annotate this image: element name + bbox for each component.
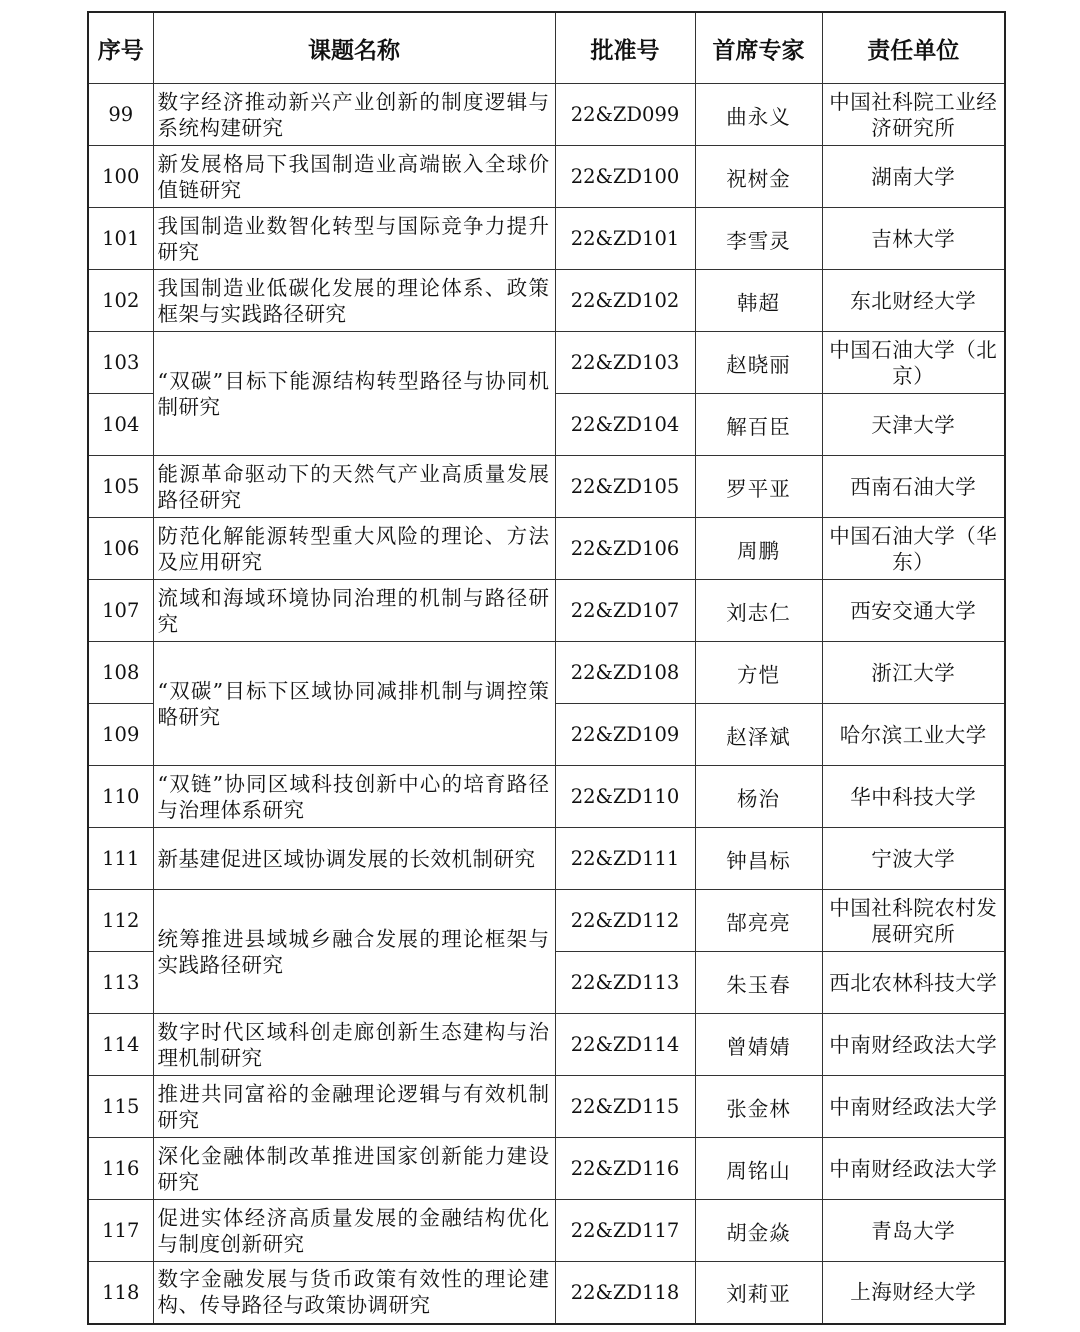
chief-expert: 方恺 xyxy=(695,642,822,704)
table-row xyxy=(88,766,1005,828)
topic-title: 我国制造业数智化转型与国际竞争力提升研究 xyxy=(153,208,555,270)
header-row xyxy=(88,12,1005,84)
topic-title: “双链”协同区域科技创新中心的培育路径与治理体系研究 xyxy=(153,766,555,828)
responsible-unit: 哈尔滨工业大学 xyxy=(822,704,1005,766)
topic-title: 推进共同富裕的金融理论逻辑与有效机制研究 xyxy=(153,1076,555,1138)
row-number: 111 xyxy=(88,828,153,890)
approval-code: 22&ZD101 xyxy=(555,208,695,270)
approval-code: 22&ZD114 xyxy=(555,1014,695,1076)
table-row xyxy=(88,890,1005,952)
chief-expert: 周鹏 xyxy=(695,518,822,580)
topic-title: 防范化解能源转型重大风险的理论、方法及应用研究 xyxy=(153,518,555,580)
table-row xyxy=(88,456,1005,518)
header-cell-unit: 责任单位 xyxy=(822,12,1005,84)
approval-code: 22&ZD111 xyxy=(555,828,695,890)
table-row xyxy=(88,1076,1005,1138)
chief-expert: 李雪灵 xyxy=(695,208,822,270)
table-body xyxy=(88,84,1005,1324)
row-number: 106 xyxy=(88,518,153,580)
topic-title: 数字时代区域科创走廊创新生态建构与治理机制研究 xyxy=(153,1014,555,1076)
header-cell-code: 批准号 xyxy=(555,12,695,84)
responsible-unit: 东北财经大学 xyxy=(822,270,1005,332)
responsible-unit: 华中科技大学 xyxy=(822,766,1005,828)
table-row xyxy=(88,518,1005,580)
table-row xyxy=(88,84,1005,146)
approval-code: 22&ZD118 xyxy=(555,1262,695,1324)
header-cell-topic: 课题名称 xyxy=(153,12,555,84)
responsible-unit: 中国石油大学（北京） xyxy=(822,332,1005,394)
chief-expert: 周铭山 xyxy=(695,1138,822,1200)
topic-title: “双碳”目标下能源结构转型路径与协同机制研究 xyxy=(153,332,555,456)
approval-code: 22&ZD110 xyxy=(555,766,695,828)
chief-expert: 刘莉亚 xyxy=(695,1262,822,1324)
row-number: 104 xyxy=(88,394,153,456)
chief-expert: 赵泽斌 xyxy=(695,704,822,766)
approval-code: 22&ZD116 xyxy=(555,1138,695,1200)
topic-title: 新发展格局下我国制造业高端嵌入全球价值链研究 xyxy=(153,146,555,208)
chief-expert: 张金林 xyxy=(695,1076,822,1138)
responsible-unit: 浙江大学 xyxy=(822,642,1005,704)
row-number: 118 xyxy=(88,1262,153,1324)
approval-code: 22&ZD112 xyxy=(555,890,695,952)
responsible-unit: 中南财经政法大学 xyxy=(822,1014,1005,1076)
responsible-unit: 中国社科院工业经济研究所 xyxy=(822,84,1005,146)
chief-expert: 罗平亚 xyxy=(695,456,822,518)
row-number: 109 xyxy=(88,704,153,766)
row-number: 115 xyxy=(88,1076,153,1138)
chief-expert: 祝树金 xyxy=(695,146,822,208)
responsible-unit: 中南财经政法大学 xyxy=(822,1138,1005,1200)
approval-code: 22&ZD103 xyxy=(555,332,695,394)
approval-code: 22&ZD115 xyxy=(555,1076,695,1138)
row-number: 102 xyxy=(88,270,153,332)
responsible-unit: 西南石油大学 xyxy=(822,456,1005,518)
approval-code: 22&ZD099 xyxy=(555,84,695,146)
row-number: 107 xyxy=(88,580,153,642)
approval-code: 22&ZD106 xyxy=(555,518,695,580)
approval-code: 22&ZD108 xyxy=(555,642,695,704)
approval-code: 22&ZD117 xyxy=(555,1200,695,1262)
row-number: 105 xyxy=(88,456,153,518)
topic-title: 数字经济推动新兴产业创新的制度逻辑与系统构建研究 xyxy=(153,84,555,146)
chief-expert: 曲永义 xyxy=(695,84,822,146)
chief-expert: 朱玉春 xyxy=(695,952,822,1014)
table-row xyxy=(88,580,1005,642)
chief-expert: 韩超 xyxy=(695,270,822,332)
chief-expert: 曾婧婧 xyxy=(695,1014,822,1076)
topic-title: 新基建促进区域协调发展的长效机制研究 xyxy=(153,828,555,890)
row-number: 101 xyxy=(88,208,153,270)
row-number: 100 xyxy=(88,146,153,208)
table-row xyxy=(88,1262,1005,1324)
chief-expert: 刘志仁 xyxy=(695,580,822,642)
responsible-unit: 中国石油大学（华东） xyxy=(822,518,1005,580)
table-row xyxy=(88,1200,1005,1262)
table-row xyxy=(88,642,1005,704)
table-row xyxy=(88,332,1005,394)
row-number: 113 xyxy=(88,952,153,1014)
responsible-unit: 湖南大学 xyxy=(822,146,1005,208)
topic-title: 统筹推进县域城乡融合发展的理论框架与实践路径研究 xyxy=(153,890,555,1014)
row-number: 110 xyxy=(88,766,153,828)
responsible-unit: 宁波大学 xyxy=(822,828,1005,890)
topic-title: 数字金融发展与货币政策有效性的理论建构、传导路径与政策协调研究 xyxy=(153,1262,555,1324)
chief-expert: 郜亮亮 xyxy=(695,890,822,952)
topic-title: 流域和海域环境协同治理的机制与路径研究 xyxy=(153,580,555,642)
responsible-unit: 天津大学 xyxy=(822,394,1005,456)
table-row xyxy=(88,270,1005,332)
approval-code: 22&ZD105 xyxy=(555,456,695,518)
responsible-unit: 中南财经政法大学 xyxy=(822,1076,1005,1138)
table-row xyxy=(88,146,1005,208)
row-number: 99 xyxy=(88,84,153,146)
responsible-unit: 中国社科院农村发展研究所 xyxy=(822,890,1005,952)
approval-code: 22&ZD102 xyxy=(555,270,695,332)
table-row xyxy=(88,828,1005,890)
approval-code: 22&ZD100 xyxy=(555,146,695,208)
approval-code: 22&ZD113 xyxy=(555,952,695,1014)
row-number: 114 xyxy=(88,1014,153,1076)
responsible-unit: 西安交通大学 xyxy=(822,580,1005,642)
table-row xyxy=(88,208,1005,270)
row-number: 116 xyxy=(88,1138,153,1200)
chief-expert: 钟昌标 xyxy=(695,828,822,890)
responsible-unit: 青岛大学 xyxy=(822,1200,1005,1262)
row-number: 108 xyxy=(88,642,153,704)
approval-code: 22&ZD107 xyxy=(555,580,695,642)
row-number: 103 xyxy=(88,332,153,394)
row-number: 112 xyxy=(88,890,153,952)
topic-title: “双碳”目标下区域协同减排机制与调控策略研究 xyxy=(153,642,555,766)
topic-title: 我国制造业低碳化发展的理论体系、政策框架与实践路径研究 xyxy=(153,270,555,332)
topic-title: 促进实体经济高质量发展的金融结构优化与制度创新研究 xyxy=(153,1200,555,1262)
table-row xyxy=(88,1014,1005,1076)
chief-expert: 解百臣 xyxy=(695,394,822,456)
row-number: 117 xyxy=(88,1200,153,1262)
approval-code: 22&ZD109 xyxy=(555,704,695,766)
chief-expert: 杨治 xyxy=(695,766,822,828)
chief-expert: 胡金焱 xyxy=(695,1200,822,1262)
topic-title: 能源革命驱动下的天然气产业高质量发展路径研究 xyxy=(153,456,555,518)
responsible-unit: 西北农林科技大学 xyxy=(822,952,1005,1014)
header-cell-expert: 首席专家 xyxy=(695,12,822,84)
topic-title: 深化金融体制改革推进国家创新能力建设研究 xyxy=(153,1138,555,1200)
header-cell-number: 序号 xyxy=(88,12,153,84)
responsible-unit: 吉林大学 xyxy=(822,208,1005,270)
table-row xyxy=(88,1138,1005,1200)
approval-code: 22&ZD104 xyxy=(555,394,695,456)
project-table xyxy=(87,11,1006,1325)
chief-expert: 赵晓丽 xyxy=(695,332,822,394)
responsible-unit: 上海财经大学 xyxy=(822,1262,1005,1324)
